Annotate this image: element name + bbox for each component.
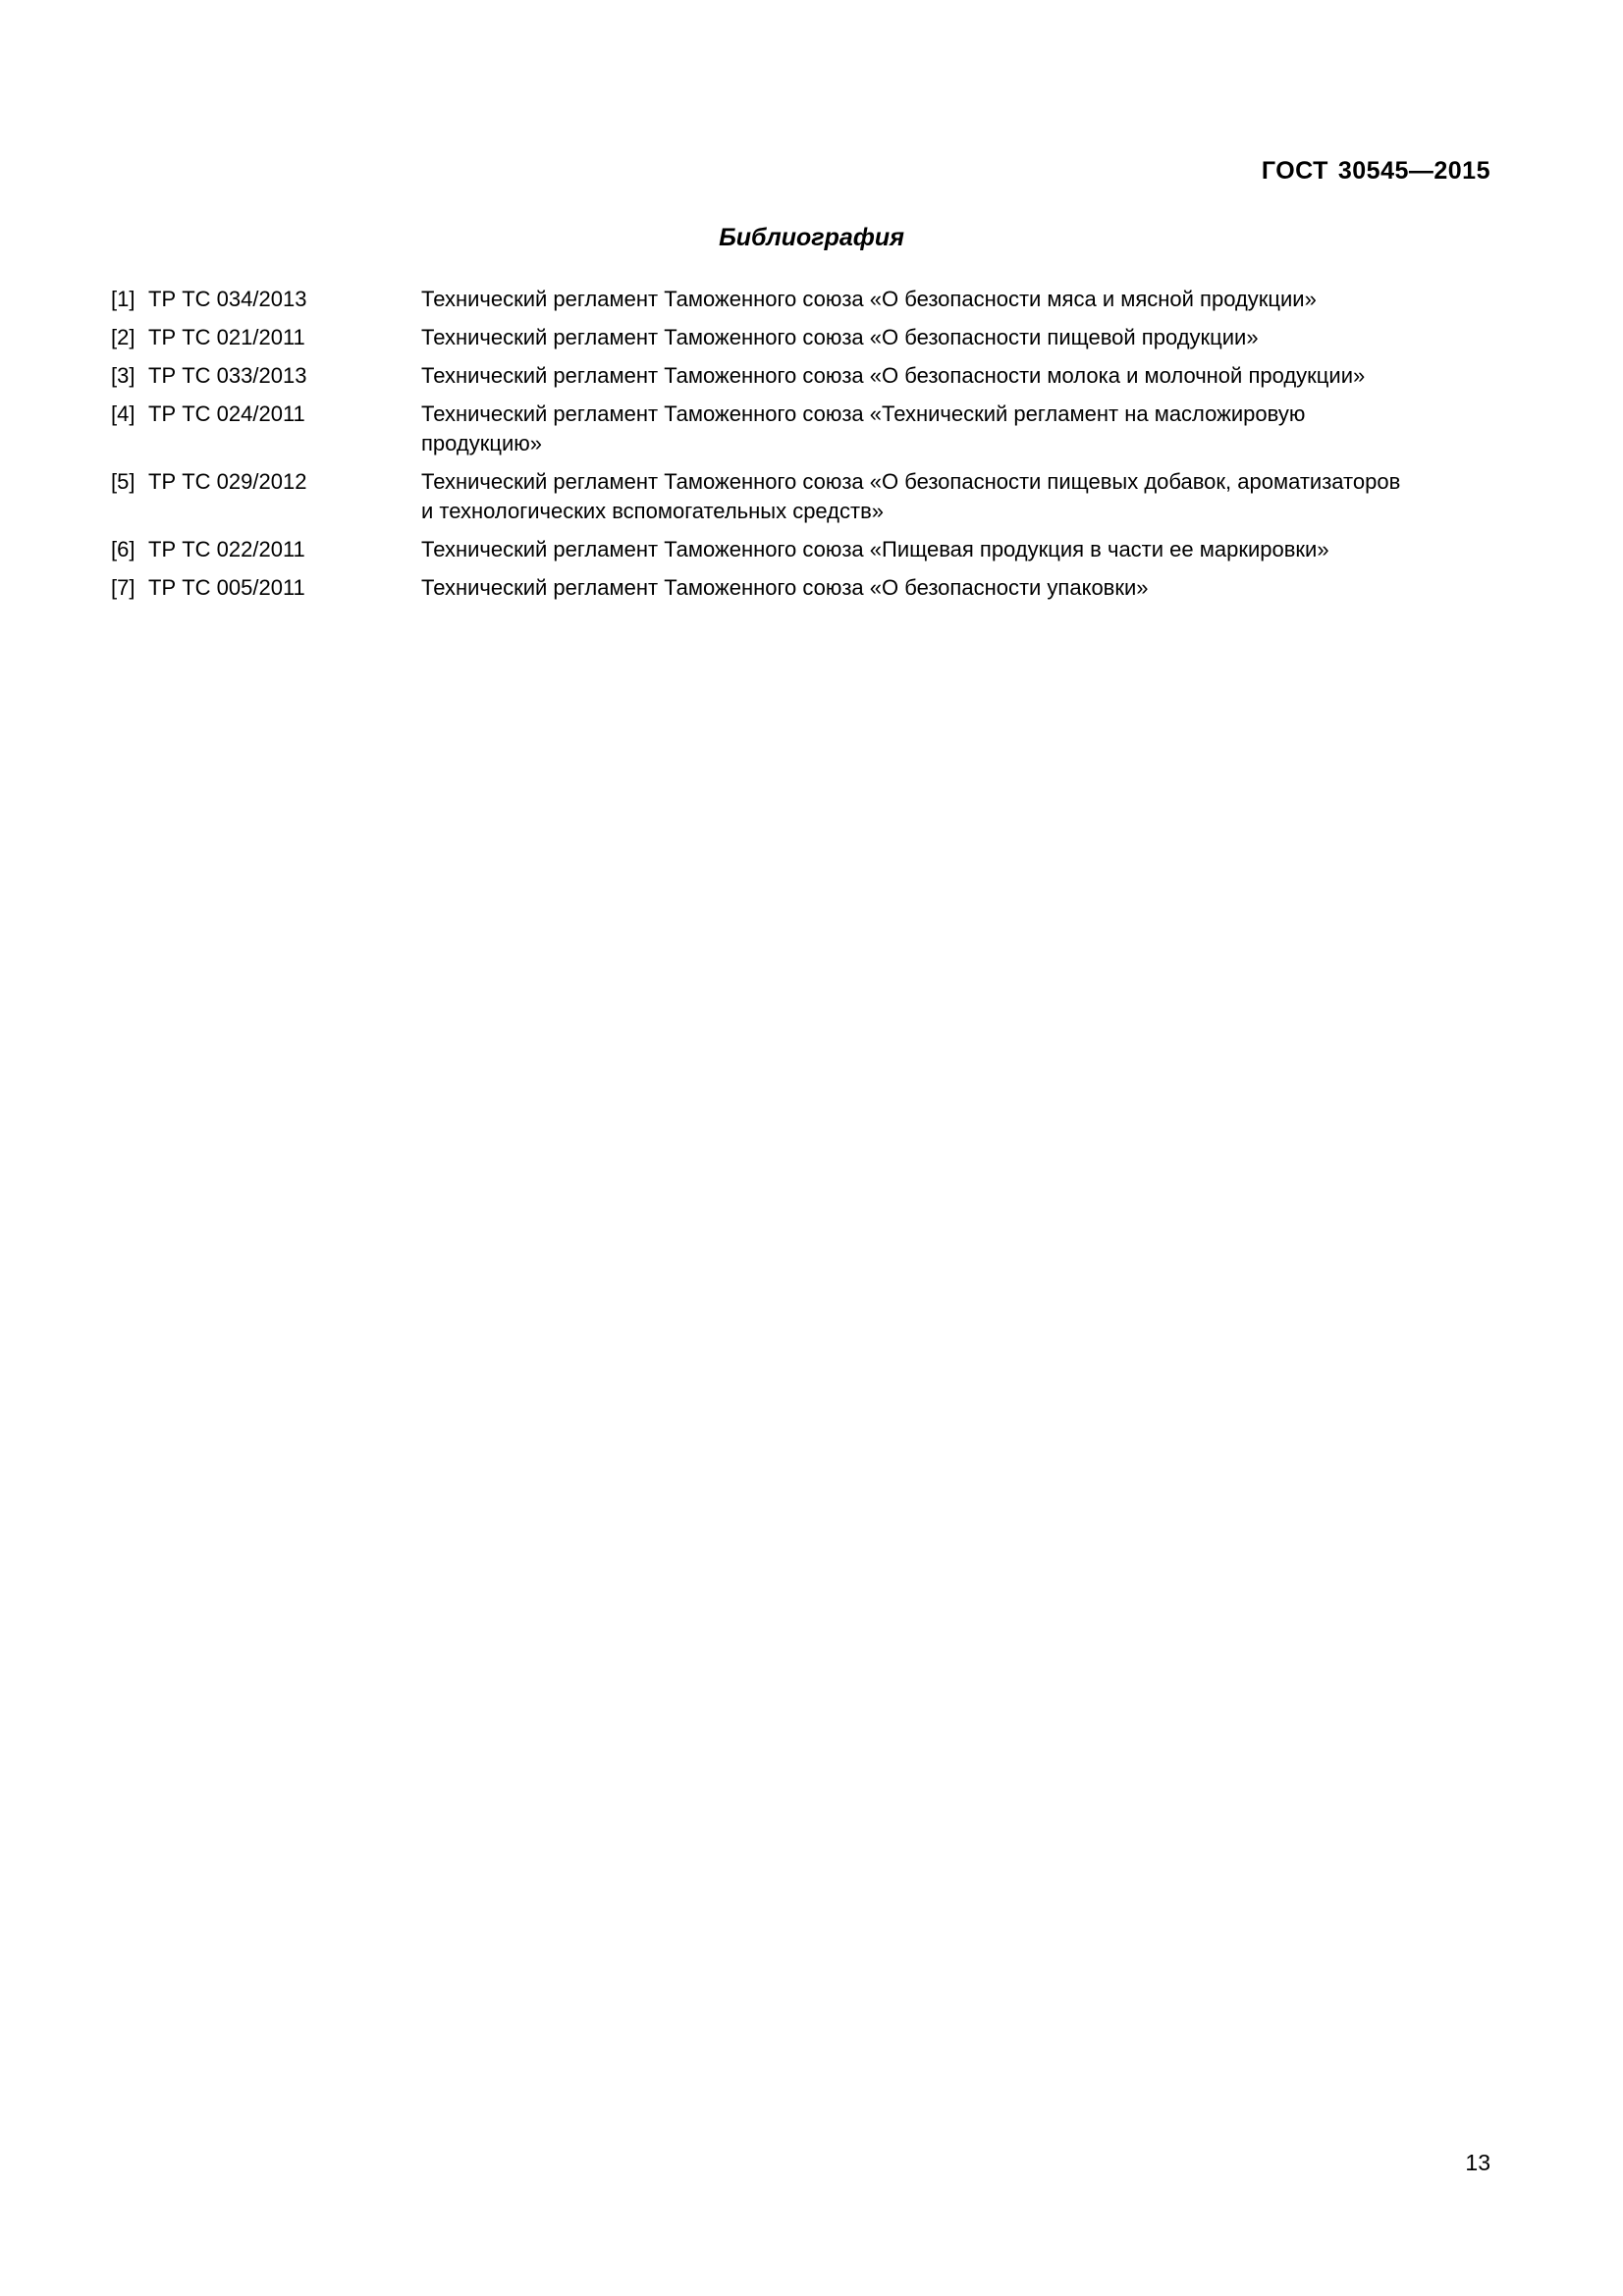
entry-index: [5] [111, 469, 135, 494]
bibliography-list [111, 285, 1505, 612]
entry-text: Технический регламент Таможенного союза «Технический регламент на масложировую продукцию» [421, 401, 1306, 455]
entry-text: Технический регламент Таможенного союза «Пищевая продукция в части ее маркировки» [421, 537, 1329, 561]
entry-index: [2] [111, 325, 135, 349]
standard-number: 30545—2015 [1337, 157, 1490, 185]
entry-index: [7] [111, 575, 135, 600]
entry-code: ТР ТС 033/2013 [148, 363, 307, 388]
entry-code: ТР ТС 021/2011 [148, 325, 305, 349]
entry-code: ТР ТС 029/2012 [148, 469, 307, 494]
page-number: 13 [1465, 2150, 1490, 2175]
standard-label: ГОСТ [1261, 157, 1328, 185]
list-item [111, 467, 1505, 526]
entry-text: Технический регламент Таможенного союза «О безопасности упаковки» [421, 575, 1149, 600]
entry-code: ТР ТС 024/2011 [148, 401, 305, 426]
entry-text: Технический регламент Таможенного союза «О безопасности пищевых добавок, ароматизаторов и технологических вспомогательных средств» [421, 469, 1401, 523]
entry-index: [4] [111, 401, 135, 426]
list-item [111, 361, 1505, 391]
entry-index: [1] [111, 287, 135, 311]
entry-code: ТР ТС 005/2011 [148, 575, 305, 600]
section-title: Библиография [719, 224, 904, 251]
list-item [111, 285, 1505, 314]
list-item [111, 535, 1505, 564]
entry-index: [6] [111, 537, 135, 561]
list-item [111, 400, 1505, 458]
document-header [1262, 157, 1490, 186]
entry-text: Технический регламент Таможенного союза «О безопасности мяса и мясной продукции» [421, 287, 1317, 311]
entry-text: Технический регламент Таможенного союза «О безопасности молока и молочной продукции» [421, 363, 1366, 388]
entry-text: Технический регламент Таможенного союза «О безопасности пищевой продукции» [421, 325, 1259, 349]
entry-code: ТР ТС 022/2011 [148, 537, 305, 561]
list-item [111, 323, 1505, 352]
list-item [111, 573, 1505, 603]
entry-index: [3] [111, 363, 135, 388]
entry-code: ТР ТС 034/2013 [148, 287, 307, 311]
